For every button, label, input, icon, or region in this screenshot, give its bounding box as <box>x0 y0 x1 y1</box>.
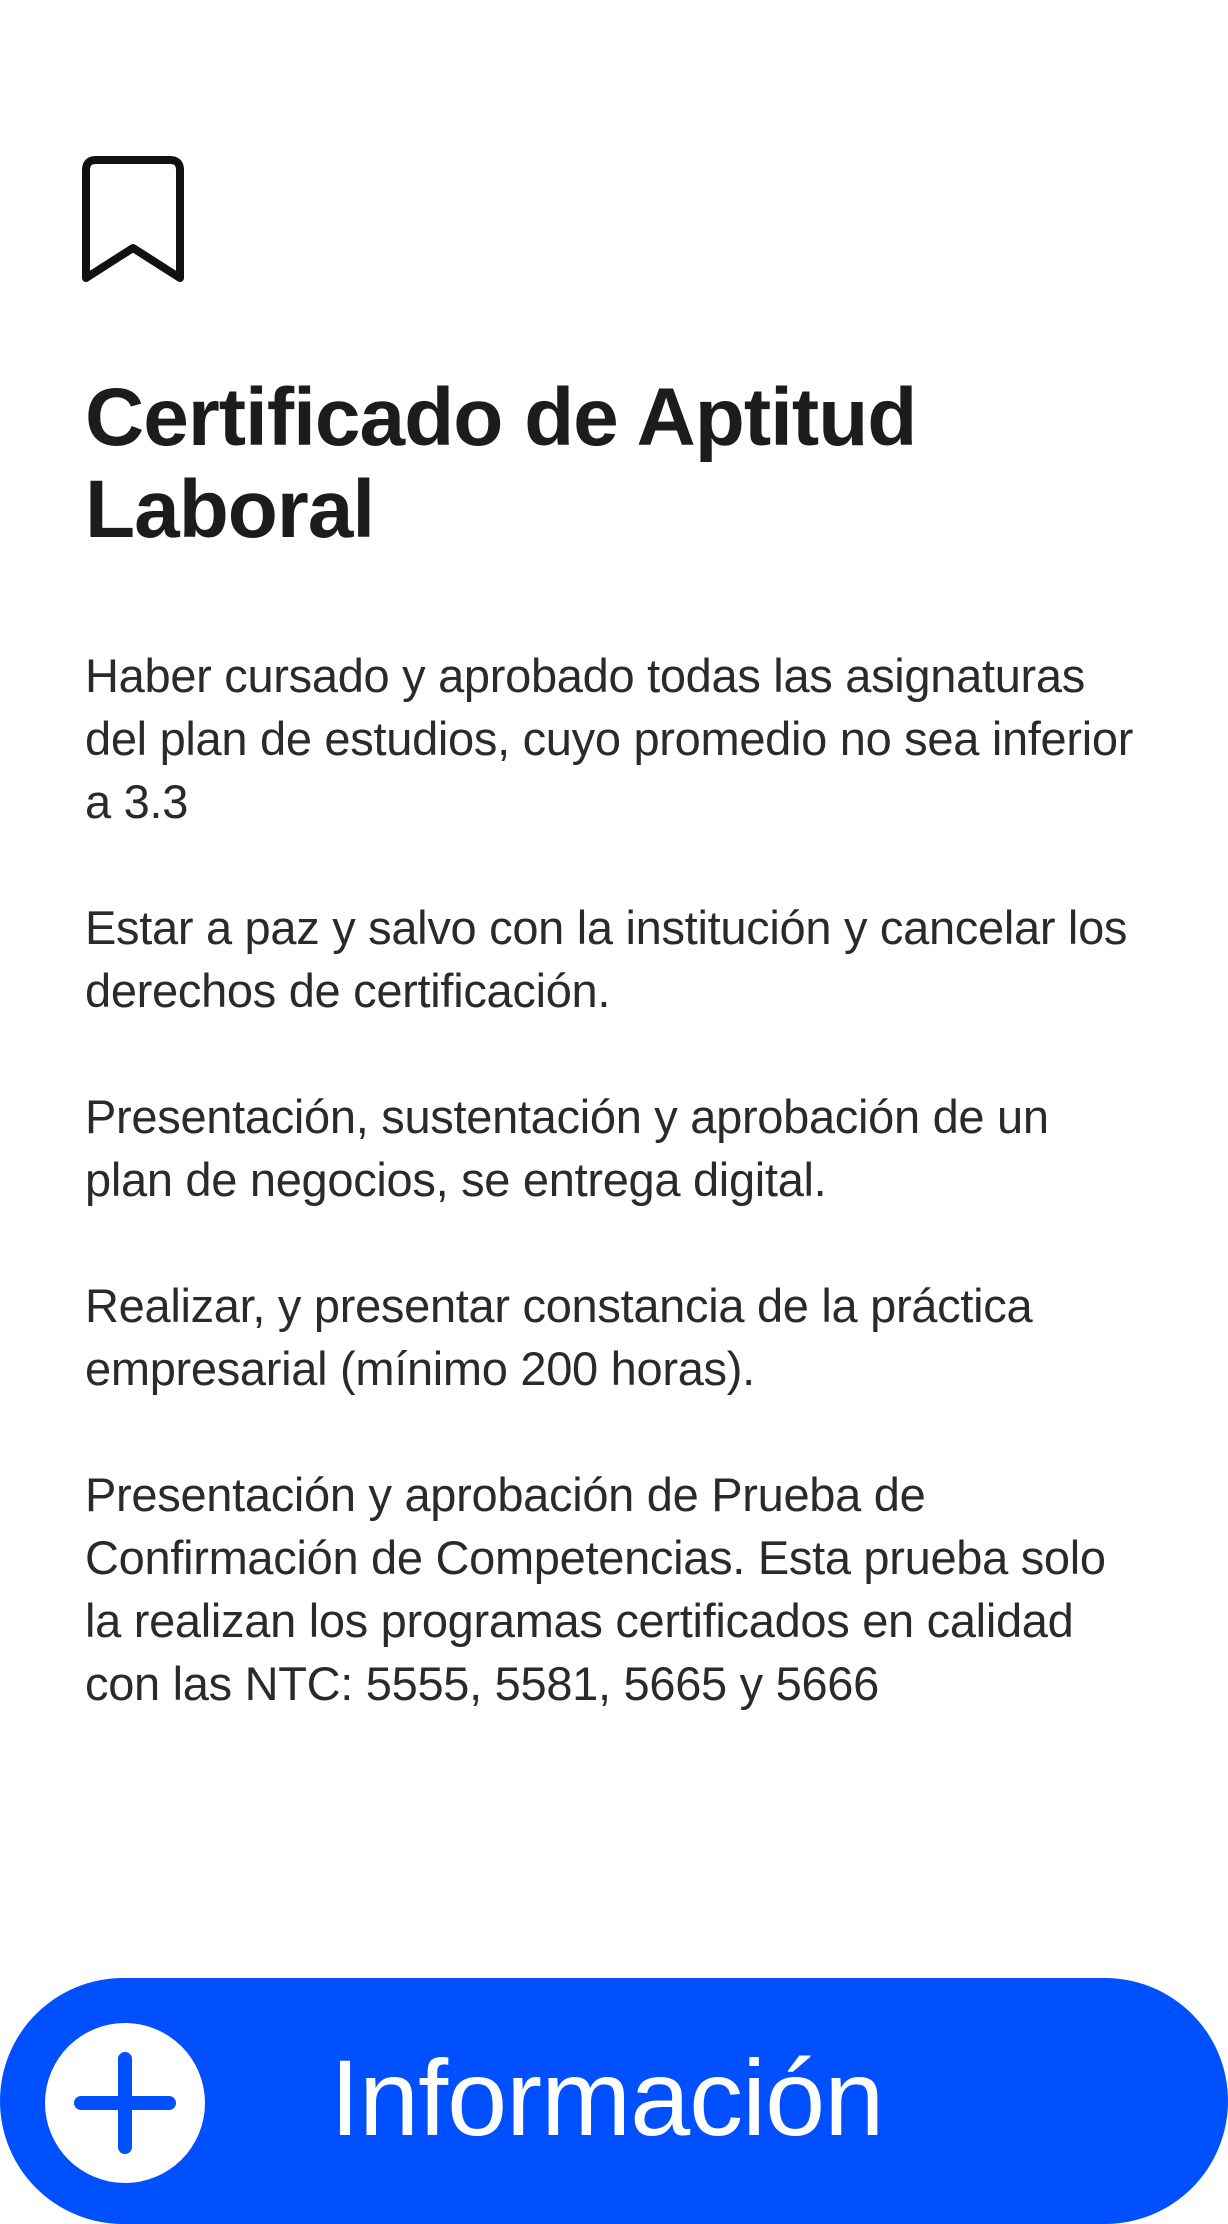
information-button[interactable] <box>0 1978 1228 2224</box>
bookmark-icon[interactable] <box>78 152 188 288</box>
requirements-list <box>85 644 1145 1778</box>
requirement-item: Realizar, y presentar constancia de la práctica empresarial (mínimo 200 horas). <box>85 1279 1033 1395</box>
information-button-label: Información <box>330 2037 884 2158</box>
requirement-item: Presentación y aprobación de Prueba de Confirmación de Competencias. Esta prueba solo la realizan los programas certificados en calidad con las NTC: 5555, 5581, 5665 y 5666 <box>85 1468 1106 1710</box>
requirement-item: Haber cursado y aprobado todas las asignaturas del plan de estudios, cuyo promedio no sea inferior a 3.3 <box>85 649 1134 828</box>
requirement-item: Presentación, sustentación y aprobación de un plan de negocios, se entrega digital. <box>85 1090 1049 1206</box>
plus-icon <box>45 2023 205 2183</box>
page-title: Certificado de Aptitud Laboral <box>85 372 917 555</box>
requirement-item: Estar a paz y salvo con la institución y cancelar los derechos de certificación. <box>85 901 1128 1017</box>
